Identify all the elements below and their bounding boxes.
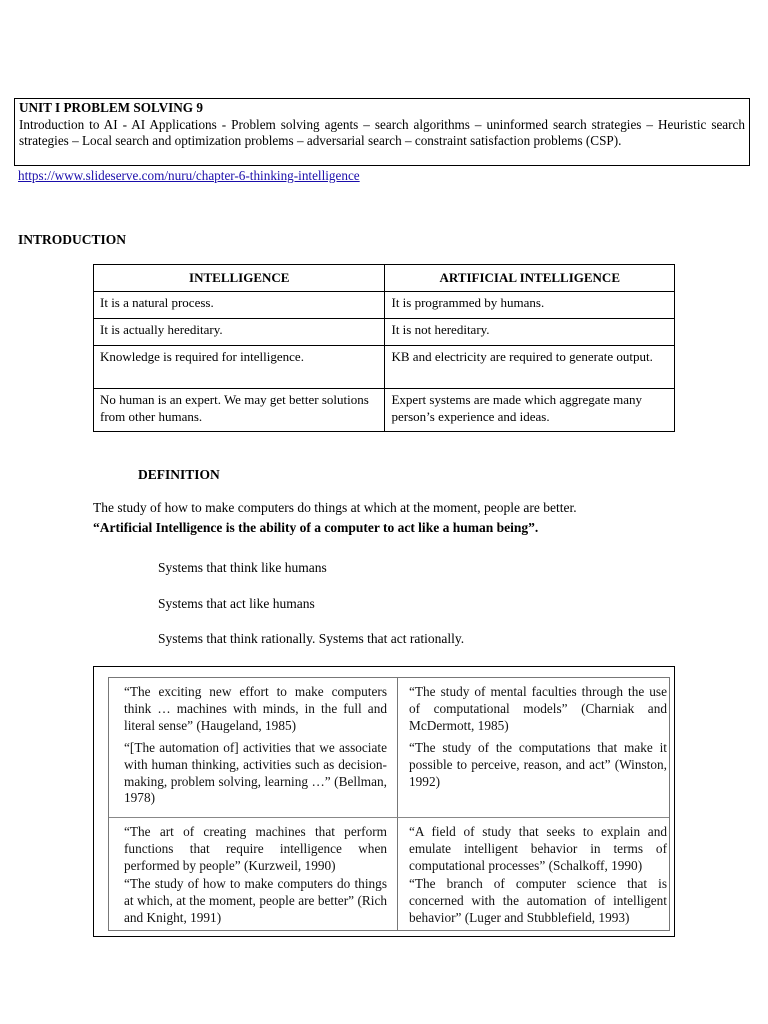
quote-schalkoff: “A field of study that seeks to explain and emulate intelligent behavior in terms of computational processes” (Schalkoff, 1990) — [409, 824, 667, 873]
table-row — [94, 319, 675, 346]
table-cell: KB and electricity are required to generate output. — [385, 346, 675, 389]
figure-divider-vertical — [397, 678, 398, 930]
quote-bellman: “[The automation of] activities that we associate with human thinking, activities such as decision-making, problem solving, learning …” (Bellman, 1978) — [124, 740, 387, 806]
slideserve-link[interactable]: https://www.slideserve.com/nuru/chapter-6-thinking-intelligence — [18, 168, 360, 183]
system-line-rational: Systems that think rationally. Systems that act rationally. — [158, 631, 465, 646]
quote-winston: “The study of the computations that make it possible to perceive, reason, and act” (Winston, 1992) — [409, 740, 667, 789]
table-cell: It is programmed by humans. — [385, 292, 675, 319]
unit-title: UNIT I PROBLEM SOLVING 9 — [19, 100, 203, 115]
table-cell: It is actually hereditary. — [94, 319, 385, 346]
table-cell: It is a natural process. — [94, 292, 385, 319]
unit-description: Introduction to AI - AI Applications - Problem solving agents – search algorithms – uninformed search strategies – Heuristic search strategies – Local search and optimization problems – adversarial search – constraint satisfaction problems (CSP). — [19, 116, 745, 148]
quote-rich-knight: “The study of how to make computers do things at which, at the moment, people are better” (Rich and Knight, 1991) — [124, 876, 387, 925]
system-line-think-humans: Systems that think like humans — [158, 560, 327, 575]
quote-luger: “The branch of computer science that is concerned with the automation of intelligent behavior” (Luger and Stubblefield, 1993) — [409, 876, 667, 925]
quote-kurzweil: “The art of creating machines that perform functions that require intelligence when performed by people” (Kurzweil, 1990) — [124, 824, 387, 873]
quote-haugeland: “The exciting new effort to make computers think … machines with minds, in the full and literal sense” (Haugeland, 1985) — [124, 684, 387, 733]
definition-text: The study of how to make computers do things at which at the moment, people are better. — [93, 500, 577, 515]
table-cell: Knowledge is required for intelligence. — [94, 346, 385, 389]
figure-divider-horizontal — [109, 817, 669, 818]
table-row — [94, 292, 675, 319]
table-row — [94, 346, 675, 389]
comparison-table — [93, 264, 675, 432]
header-intelligence: INTELLIGENCE — [94, 265, 385, 292]
table-cell: It is not hereditary. — [385, 319, 675, 346]
table-cell: Expert systems are made which aggregate many person’s experience and ideas. — [385, 389, 675, 432]
definition-quote: “Artificial Intelligence is the ability of a computer to act like a human being”. — [93, 520, 539, 535]
table-cell: No human is an expert. We may get better solutions from other humans. — [94, 389, 385, 432]
introduction-heading: INTRODUCTION — [18, 232, 127, 247]
table-header-row — [94, 265, 675, 292]
quote-charniak: “The study of mental faculties through the use of computational models” (Charniak and McDermott, 1985) — [409, 684, 667, 733]
system-line-act-humans: Systems that act like humans — [158, 596, 315, 611]
unit-syllabus-box — [14, 98, 750, 166]
definition-heading: DEFINITION — [138, 467, 220, 482]
ai-definitions-figure — [93, 666, 675, 937]
figure-grid — [108, 677, 670, 931]
header-artificial-intelligence: ARTIFICIAL INTELLIGENCE — [385, 265, 675, 292]
table-row — [94, 389, 675, 432]
